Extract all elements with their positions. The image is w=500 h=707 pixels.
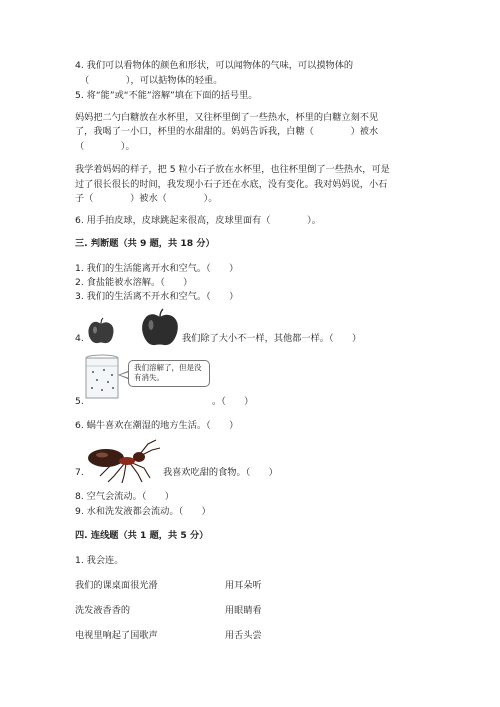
judge-3: 3. 我们的生活离不开水和空气。（ ）	[75, 291, 239, 302]
story1-line3: （ ）。	[75, 141, 135, 152]
water-glass-icon	[84, 354, 120, 400]
section-4-heading: 四. 连线题（共 1 题，共 5 分）	[75, 530, 209, 541]
q6-line: 6. 用手拍皮球，皮球跳起来很高，皮球里面有（ ）。	[75, 215, 321, 226]
judge-9: 9. 水和洗发液都会流动。（ ）	[75, 506, 211, 517]
match-title: 1. 我会连。	[75, 555, 124, 566]
story1-line1: 妈妈把二勺白糖放在水杯里，又往杯里倒了一些热水，杯里的白糖立刻不见	[75, 112, 379, 123]
speech-bubble: 我们溶解了，但是没有消失。	[128, 360, 210, 387]
story2-line3: 子（ ）被水（ ）。	[75, 193, 218, 204]
judge-1: 1. 我们的生活能离开水和空气。（ ）	[75, 263, 239, 274]
judge-8: 8. 空气会流动。（ ）	[75, 491, 174, 502]
section-3-heading: 三. 判断题（共 9 题，共 18 分）	[75, 238, 215, 249]
judge-5-text: 。（ ）	[212, 396, 254, 407]
q5-line: 5. 将“能”或“不能”溶解”填在下面的括号里。	[75, 90, 258, 101]
judge-2: 2. 食盐能被水溶解。（ ）	[75, 277, 193, 288]
match-left-2: 洗发液香香的	[75, 605, 131, 616]
judge-4-number: 4.	[75, 333, 84, 344]
story1-line2: 了，我喝了一小口，杯里的水甜甜的。妈妈告诉我，白糖（ ）被水	[75, 126, 379, 137]
q4-line1: 4. 我们可以看物体的颜色和形状，可以闻物体的气味，可以摸物体的	[75, 60, 354, 71]
small-apple-icon	[86, 316, 116, 346]
ant-icon	[84, 436, 162, 484]
match-right-3: 用舌头尝	[225, 630, 262, 641]
large-apple-icon	[140, 307, 180, 349]
judge-6: 6. 蜗牛喜欢在潮湿的地方生活。（ ）	[75, 420, 239, 431]
judge-4-text: 我们除了大小不一样，其他都一样。（ ）	[182, 333, 362, 344]
judge-5-number: 5.	[75, 396, 84, 407]
match-right-2: 用眼睛看	[225, 605, 262, 616]
match-left-1: 我们的课桌面很光滑	[75, 580, 158, 591]
match-right-1: 用耳朵听	[225, 580, 262, 591]
match-left-3: 电视里响起了国歌声	[75, 630, 158, 641]
judge-7-text: 我喜欢吃甜的食物。（ ）	[163, 467, 278, 478]
judge-7-number: 7.	[75, 467, 84, 478]
q4-line2: （ ），可以掂物体的轻重。	[80, 75, 223, 86]
story2-line2: 过了很长很长的时间，我发现小石子还在水底，没有变化。我对妈妈说，小石	[75, 179, 388, 190]
story2-line1: 我学着妈妈的样子，把 5 粒小石子放在水杯里，也往杯里倒了一些热水，可是	[75, 164, 390, 175]
